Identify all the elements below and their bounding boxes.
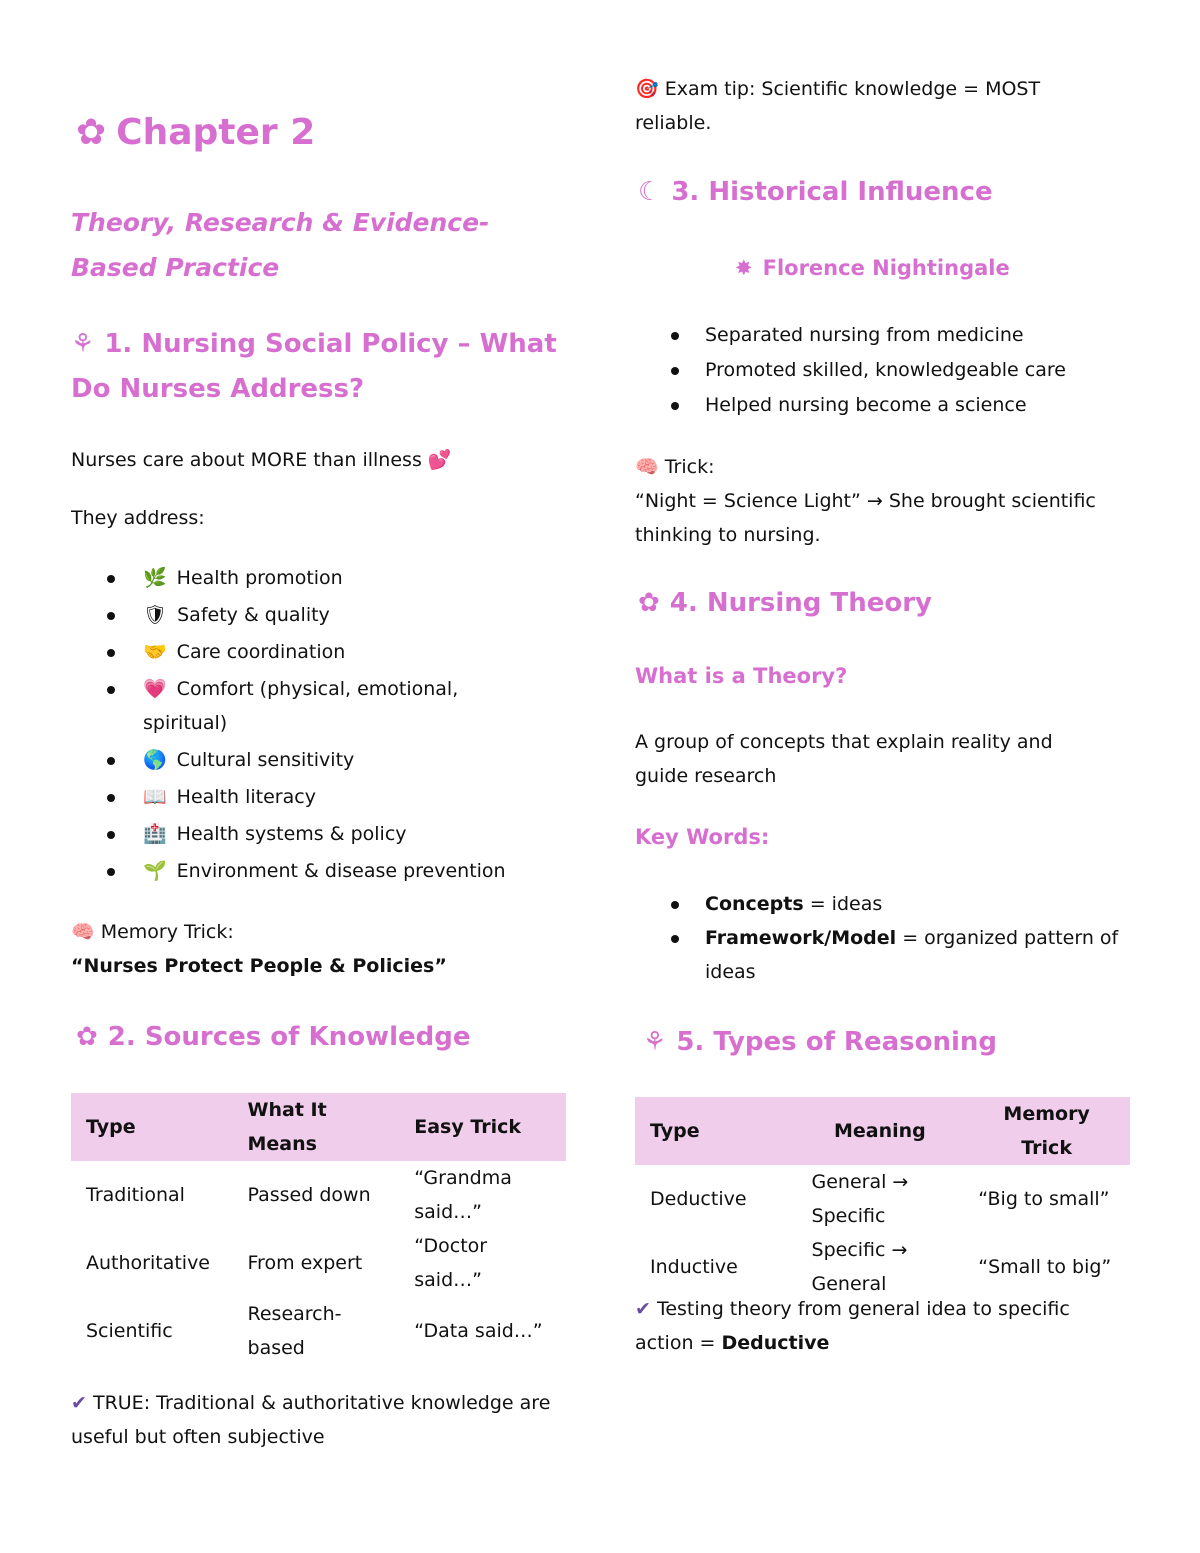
memory-trick: 🧠 Memory Trick: “Nurses Protect People & Policies” — [71, 921, 447, 977]
table-cell: Traditional — [86, 1184, 185, 1206]
person-heading: ✸ Florence Nightingale — [735, 256, 1010, 280]
definition: = ideas — [803, 893, 883, 915]
list-item — [71, 780, 541, 814]
list-item — [71, 561, 541, 595]
list-item — [71, 672, 541, 740]
list-item — [71, 598, 541, 632]
table-cell: From expert — [247, 1252, 363, 1274]
table-cell: Passed down — [247, 1184, 371, 1206]
table-cell: “Doctor said…” — [414, 1235, 488, 1291]
table-cell: “Data said…” — [414, 1320, 543, 1342]
target-icon: 🎯 — [635, 78, 659, 100]
definition: = organized pattern of ideas — [705, 927, 1119, 983]
column-header: Memory Trick — [963, 1097, 1130, 1165]
list-item — [635, 921, 1135, 989]
header-row — [71, 1093, 566, 1161]
table-row — [635, 1233, 1130, 1301]
term: Framework/Model — [705, 927, 897, 949]
nightingale-list — [635, 318, 1135, 423]
column-header: What It Means — [233, 1093, 400, 1161]
knowledge-table — [71, 1093, 566, 1365]
table-cell: General → Specific — [811, 1171, 909, 1227]
item-icon: 💗 — [143, 678, 167, 700]
theory-definition: A group of concepts that explain reality and guide research — [635, 731, 1053, 787]
table-row — [635, 1165, 1130, 1233]
brain-icon: 🧠 — [71, 921, 95, 943]
theory-question: What is a Theory? — [635, 664, 848, 688]
item-label: Care coordination — [176, 641, 346, 663]
list-item: Promoted skilled, knowledgeable care — [635, 353, 1135, 387]
item-icon: 🤝 — [143, 641, 167, 663]
chapter-title: ✿ Chapter 2 — [76, 112, 316, 153]
flower-icon: ✿ — [76, 112, 107, 153]
tulip-icon: ⚘ — [643, 1027, 667, 1057]
section-3-title: ☾ 3. Historical Influence — [638, 177, 993, 207]
brain-icon: 🧠 — [635, 456, 659, 478]
hearts-icon: 💕 — [427, 449, 452, 471]
item-label: Health promotion — [176, 567, 343, 589]
table-cell: Authoritative — [86, 1252, 211, 1274]
table-cell: Research-based — [247, 1303, 342, 1359]
table-cell: “Grandma said…” — [414, 1167, 512, 1223]
item-label: Environment & disease prevention — [176, 860, 506, 882]
table-row — [71, 1161, 566, 1229]
table-cell: Inductive — [650, 1256, 738, 1278]
key-words-list — [635, 887, 1135, 989]
list-item — [71, 817, 541, 851]
tulip-icon: ⚘ — [71, 329, 95, 359]
check-icon: ✔ — [635, 1298, 651, 1320]
item-icon: 🛡 — [143, 604, 168, 626]
table-row — [71, 1229, 566, 1297]
subtitle: Theory, Research & Evidence-Based Practice — [71, 208, 490, 282]
item-icon: 🌱 — [143, 860, 167, 882]
address-list — [71, 561, 541, 891]
header-row — [635, 1097, 1130, 1165]
list-item — [71, 854, 541, 888]
column-header: Easy Trick — [399, 1093, 566, 1161]
list-item: Separated nursing from medicine — [635, 318, 1135, 352]
flower-icon: ✿ — [76, 1022, 98, 1052]
item-icon: 🏥 — [143, 823, 167, 845]
item-label: Health systems & policy — [176, 823, 407, 845]
check-icon: ✔ — [71, 1392, 87, 1414]
list-item: Helped nursing become a science — [635, 388, 1135, 422]
item-icon: 📖 — [143, 786, 167, 808]
true-note: ✔ TRUE: Traditional & authoritative knowledge are useful but often subjective — [71, 1392, 551, 1448]
item-label: Comfort (physical, emotional, spiritual) — [143, 678, 459, 734]
moon-icon: ☾ — [638, 177, 662, 207]
table-row — [71, 1297, 566, 1365]
key-words-heading: Key Words: — [635, 825, 770, 849]
item-label: Safety & quality — [177, 604, 330, 626]
lead-text: They address: — [71, 507, 205, 529]
column-header: Type — [635, 1097, 797, 1165]
table-cell: Deductive — [650, 1188, 747, 1210]
item-label: Cultural sensitivity — [176, 749, 355, 771]
sparkle-icon: ✸ — [735, 256, 753, 280]
term: Concepts — [705, 893, 804, 915]
list-item — [635, 887, 1135, 921]
intro-text: Nurses care about MORE than illness 💕 — [71, 449, 452, 471]
exam-tip: 🎯 Exam tip: Scientific knowledge = MOST reliable. — [635, 78, 1041, 134]
table-cell: Scientific — [86, 1320, 173, 1342]
reasoning-table — [635, 1097, 1130, 1301]
deductive-note: ✔ Testing theory from general idea to specific action = Deductive — [635, 1298, 1070, 1354]
section-1-title: ⚘ 1. Nursing Social Policy – What Do Nurses Address? — [71, 322, 571, 412]
item-icon: 🌿 — [143, 567, 167, 589]
column-header: Type — [71, 1093, 233, 1161]
list-item — [71, 635, 541, 669]
table-cell: “Small to big” — [978, 1256, 1112, 1278]
trick: 🧠 Trick: “Night = Science Light” → She brought scientific thinking to nursing. — [635, 456, 1096, 546]
flower-icon: ✿ — [638, 588, 660, 618]
section-4-title: ✿ 4. Nursing Theory — [638, 588, 932, 618]
table-cell: Specific → General — [811, 1239, 908, 1295]
item-icon: 🌎 — [143, 749, 167, 771]
table-cell: “Big to small” — [978, 1188, 1110, 1210]
item-label: Health literacy — [176, 786, 316, 808]
section-2-title: ✿ 2. Sources of Knowledge — [76, 1022, 471, 1052]
list-item — [71, 743, 541, 777]
section-5-title: ⚘ 5. Types of Reasoning — [643, 1027, 998, 1057]
column-header: Meaning — [797, 1097, 964, 1165]
